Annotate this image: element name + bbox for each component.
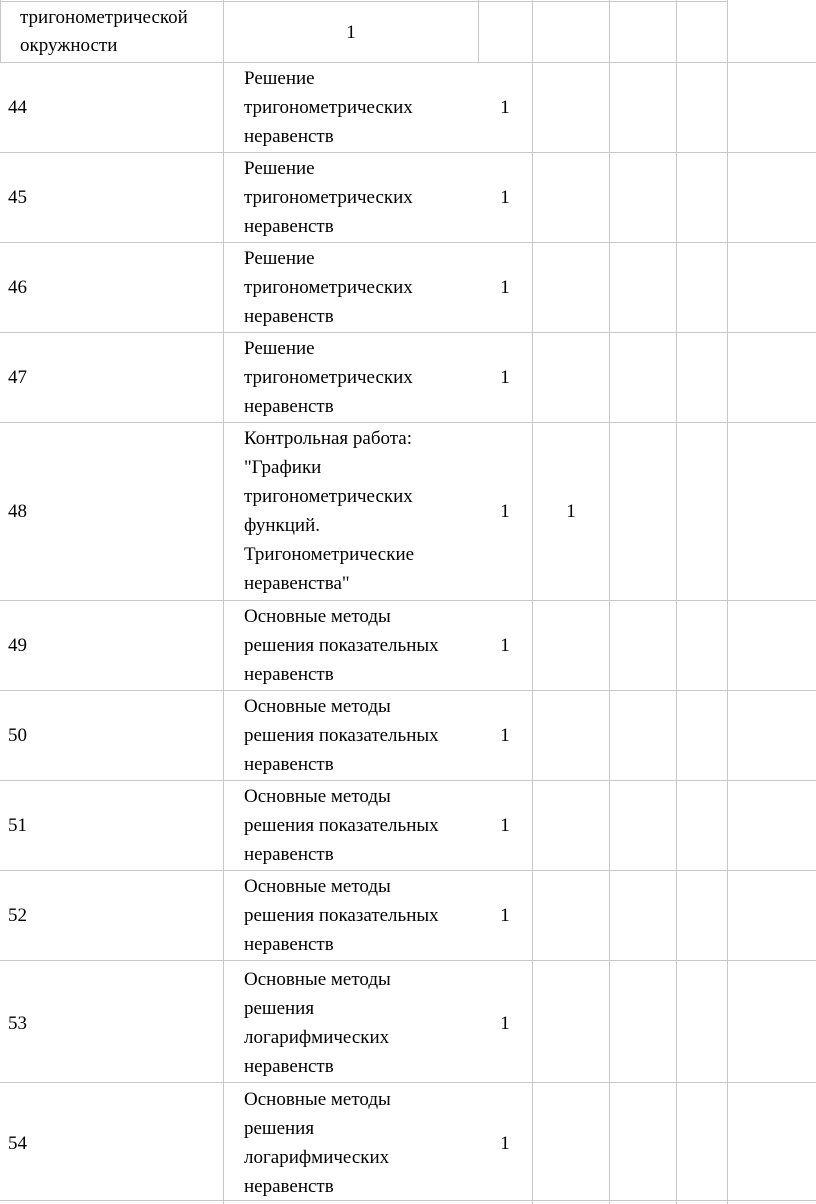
topic-cell: Основные методы решения логарифмических неравенств	[244, 969, 391, 1077]
column-divider	[223, 62, 224, 1204]
topic-cell: Контрольная работа: "Графики тригонометрических функций. Тригонометрические неравенства"	[244, 428, 415, 594]
lesson-number: 44	[8, 96, 27, 118]
column-divider	[478, 0, 479, 62]
lesson-number: 51	[8, 814, 27, 836]
column-divider	[609, 0, 610, 62]
lesson-number: 52	[8, 904, 27, 926]
topic-cell: Основные методы решения показательных неравенств	[244, 875, 439, 955]
column-divider	[609, 62, 610, 1204]
hours-cell: 1	[346, 21, 356, 43]
lesson-number: 45	[8, 186, 27, 208]
topic-cell: Основные методы решения показательных неравенств	[244, 785, 439, 865]
hours-cell: 1	[500, 724, 510, 746]
topic-cell: Решение тригонометрических неравенств	[244, 337, 413, 417]
topic-cell: Решение тригонометрических неравенств	[244, 157, 413, 237]
hours-cell: 1	[500, 186, 510, 208]
column-divider	[727, 0, 728, 62]
hours-cell: 1	[500, 904, 510, 926]
row-divider	[0, 960, 816, 961]
topic-cell: Основные методы решения показательных неравенств	[244, 695, 439, 775]
control-work-cell: 1	[566, 500, 576, 522]
column-divider	[676, 62, 677, 1204]
lesson-number: 46	[8, 276, 27, 298]
hours-cell: 1	[500, 1132, 510, 1154]
topic-cell: Решение тригонометрических неравенств	[244, 247, 413, 327]
hours-cell: 1	[500, 366, 510, 388]
topic-cell: Основные методы решения логарифмических неравенств	[244, 1089, 391, 1197]
column-divider	[676, 0, 677, 62]
lesson-number: 48	[8, 500, 27, 522]
hours-cell: 1	[500, 814, 510, 836]
lesson-number: 49	[8, 634, 27, 656]
hours-cell: 1	[500, 1012, 510, 1034]
hours-cell: 1	[500, 500, 510, 522]
lesson-number: 54	[8, 1132, 27, 1154]
topic-cell: Основные методы решения показательных неравенств	[244, 605, 439, 685]
topic-cell: Решение тригонометрических неравенств	[244, 67, 413, 147]
column-divider	[0, 0, 1, 62]
lesson-number: 53	[8, 1012, 27, 1034]
hours-cell: 1	[500, 634, 510, 656]
topic-cell: тригонометрической окружности	[20, 7, 188, 56]
hours-cell: 1	[500, 276, 510, 298]
column-divider	[532, 62, 533, 1204]
lesson-number: 50	[8, 724, 27, 746]
hours-cell: 1	[500, 96, 510, 118]
lesson-number: 47	[8, 366, 27, 388]
column-divider	[532, 0, 533, 62]
column-divider	[727, 62, 728, 1204]
